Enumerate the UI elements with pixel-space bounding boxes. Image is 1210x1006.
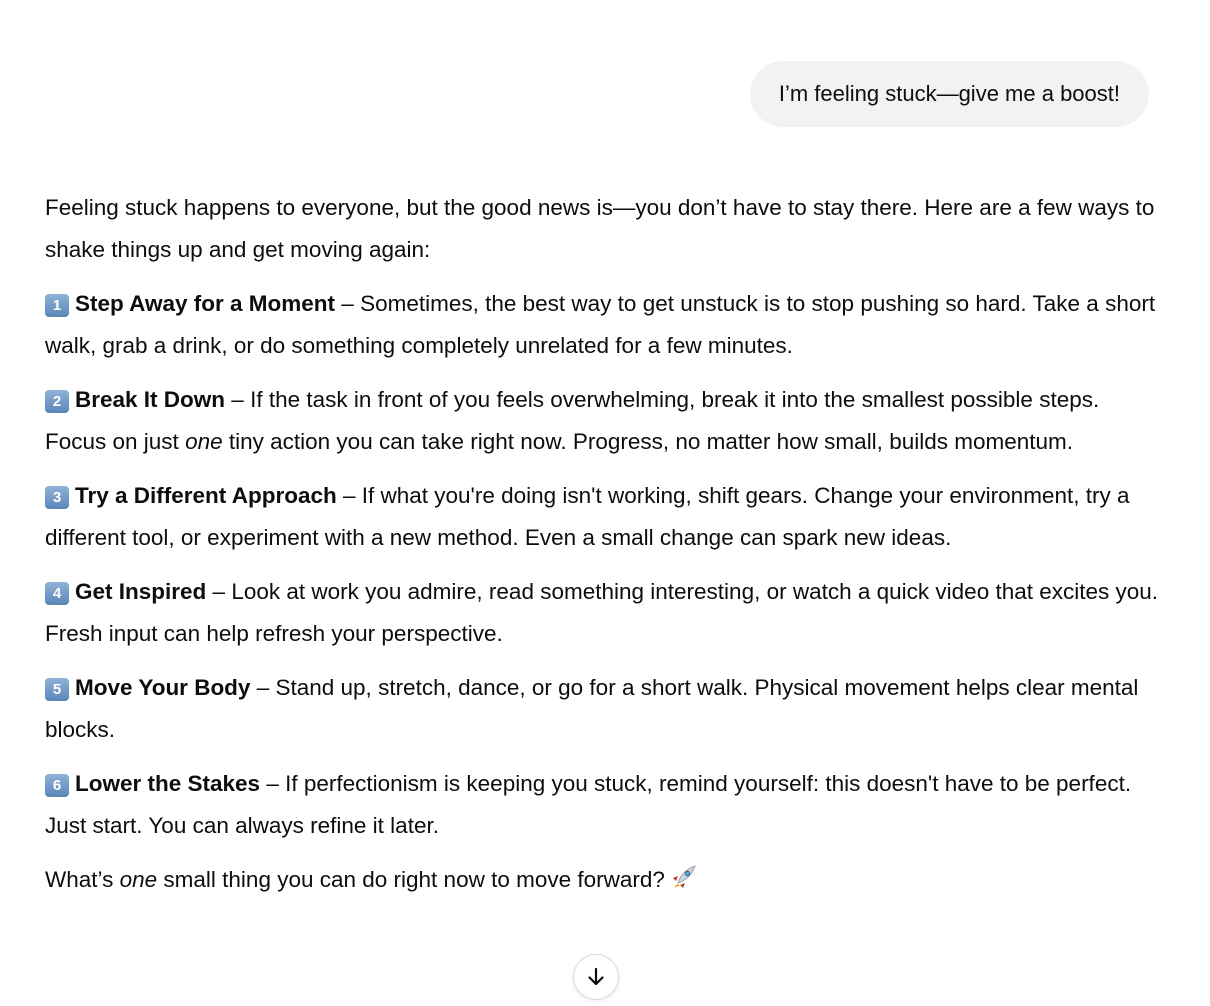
keycap-number-icon: 4 [45, 582, 69, 605]
tip-item [45, 667, 1163, 751]
keycap-number-icon: 2 [45, 390, 69, 413]
closing-text-end: small thing you can do right now to move forward? [157, 867, 665, 892]
tip-text: If what you're doing isn't working, shift gears. Change your environment, try a different tool, or experiment with a new method. Even a small change can spark new ideas. [45, 483, 1130, 550]
tip-text: Sometimes, the best way to get unstuck is to stop pushing so hard. Take a short walk, grab a drink, or do something completely unrelated for a few minutes. [45, 291, 1156, 358]
tip-title: Get Inspired [75, 579, 207, 604]
tip-separator: – [250, 675, 276, 700]
tip-text: Stand up, stretch, dance, or go for a short walk. Physical movement helps clear mental blocks. [45, 675, 1139, 742]
tip-separator: – [336, 483, 362, 508]
reply-intro: Feeling stuck happens to everyone, but the good news is—you don’t have to stay there. Here are a few ways to shake things up and get moving again: [45, 195, 1155, 262]
keycap-number-icon: 6 [45, 774, 69, 797]
tip-title: Break It Down [75, 387, 226, 412]
tip-title: Move Your Body [75, 675, 251, 700]
tip-text-end: tiny action you can take right now. Progress, no matter how small, builds momentum. [222, 429, 1074, 454]
reply-closing [45, 859, 1163, 901]
tip-text: If the task in front of you feels overwhelming, break it into the smallest possible steps. Focus on just [45, 387, 1100, 454]
tip-separator: – [260, 771, 286, 796]
tip-separator: – [225, 387, 251, 412]
keycap-number-icon: 3 [45, 486, 69, 509]
user-message-bubble [750, 61, 1149, 127]
tip-item [45, 379, 1163, 463]
tip-text: If perfectionism is keeping you stuck, remind yourself: this doesn't have to be perfect. Just start. You can always refine it later. [45, 771, 1132, 838]
tip-emphasis: one [185, 429, 223, 454]
tip-item [45, 283, 1163, 367]
tip-item [45, 571, 1163, 655]
arrow-down-icon [585, 966, 607, 988]
closing-emphasis: one [119, 867, 158, 892]
assistant-reply [45, 187, 1163, 913]
user-message-text: I’m feeling stuck—give me a boost! [778, 81, 1120, 106]
rocket-icon [671, 864, 697, 890]
tip-item [45, 763, 1163, 847]
keycap-number-icon: 1 [45, 294, 69, 317]
tip-text: Look at work you admire, read something interesting, or watch a quick video that excites you. Fresh input can help refresh your perspective. [45, 579, 1159, 646]
tip-separator: – [335, 291, 361, 316]
closing-text: What’s [45, 867, 120, 892]
scroll-to-bottom-button[interactable] [573, 954, 619, 1000]
tip-title: Try a Different Approach [75, 483, 337, 508]
tip-item [45, 475, 1163, 559]
keycap-number-icon: 5 [45, 678, 69, 701]
tip-title: Lower the Stakes [75, 771, 261, 796]
tip-separator: – [206, 579, 232, 604]
tip-title: Step Away for a Moment [75, 291, 336, 316]
